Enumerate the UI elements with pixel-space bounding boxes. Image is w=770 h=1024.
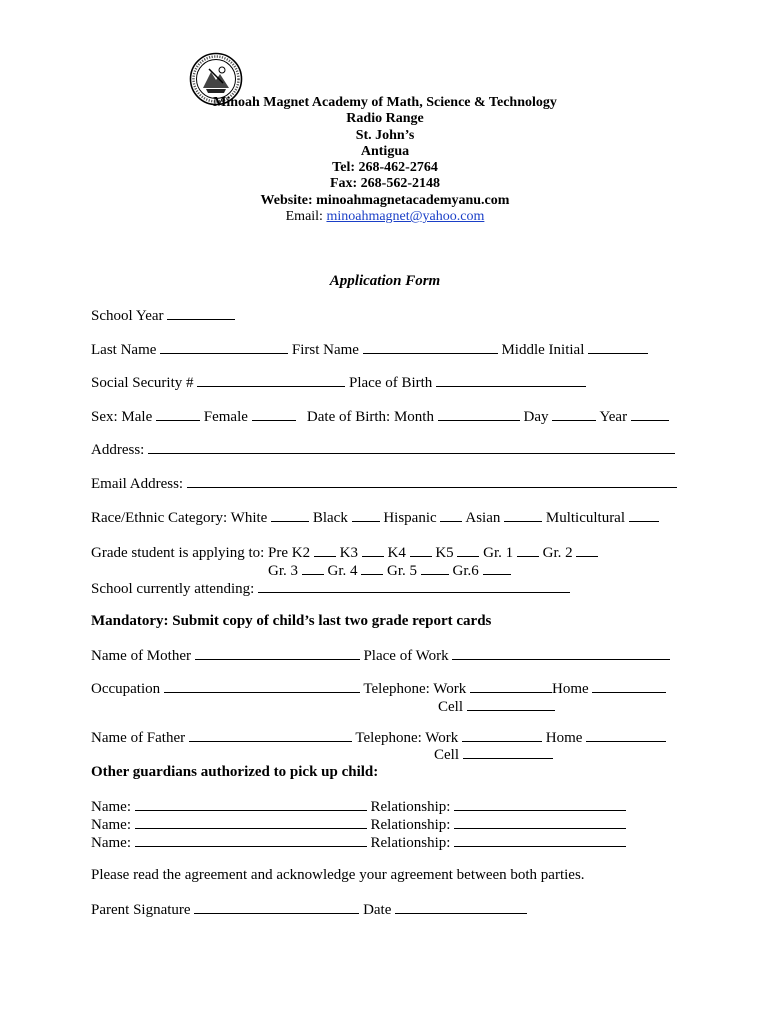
mother-telephone-work-label: Telephone: Work bbox=[363, 681, 467, 697]
name-row bbox=[91, 341, 648, 359]
father-cell-row bbox=[434, 746, 553, 764]
k5-label: K5 bbox=[435, 545, 454, 561]
year-field[interactable] bbox=[631, 408, 669, 421]
ssn-row bbox=[91, 374, 586, 392]
school-address-line1: Radio Range bbox=[346, 111, 424, 127]
gr3-field[interactable] bbox=[302, 562, 324, 575]
mother-cell-row bbox=[438, 698, 555, 716]
year-label: Year bbox=[599, 409, 628, 425]
prek2-field[interactable] bbox=[314, 544, 336, 557]
occupation-label: Occupation bbox=[91, 681, 161, 697]
relationship-label: Relationship: bbox=[370, 817, 451, 833]
mother-name-label: Name of Mother bbox=[91, 648, 191, 664]
asian-field[interactable] bbox=[504, 509, 542, 522]
school-name: Minoah Magnet Academy of Math, Science & Technology bbox=[213, 95, 557, 110]
address-field[interactable] bbox=[148, 441, 675, 454]
middle-initial-field[interactable] bbox=[588, 341, 648, 354]
father-name-field[interactable] bbox=[189, 729, 352, 742]
guardian-3-relationship-field[interactable] bbox=[454, 834, 626, 847]
sex-male-label: Sex: Male bbox=[91, 409, 153, 425]
k3-field[interactable] bbox=[362, 544, 384, 557]
sex-dob-row bbox=[91, 408, 669, 426]
school-year-row bbox=[91, 307, 235, 325]
gr4-field[interactable] bbox=[361, 562, 383, 575]
asian-label: Asian bbox=[465, 510, 501, 526]
father-cell-field[interactable] bbox=[463, 746, 553, 759]
day-field[interactable] bbox=[552, 408, 596, 421]
school-attending-field[interactable] bbox=[258, 580, 570, 593]
place-of-birth-field[interactable] bbox=[436, 374, 586, 387]
guardian-name-label: Name: bbox=[91, 799, 131, 815]
father-home-phone-field[interactable] bbox=[586, 729, 666, 742]
gr5-field[interactable] bbox=[421, 562, 449, 575]
gr5-label: Gr. 5 bbox=[387, 563, 417, 579]
gr1-label: Gr. 1 bbox=[483, 545, 514, 561]
race-white-label: Race/Ethnic Category: White bbox=[91, 510, 268, 526]
school-email bbox=[0, 209, 770, 225]
place-of-work-label: Place of Work bbox=[363, 648, 449, 664]
mother-work-phone-field[interactable] bbox=[470, 680, 552, 693]
mother-home-label: Home bbox=[551, 681, 589, 697]
mandatory-notice: Mandatory: Submit copy of child’s last two grade report cards bbox=[91, 613, 492, 629]
mother-cell-field[interactable] bbox=[467, 698, 555, 711]
white-field[interactable] bbox=[271, 509, 309, 522]
father-name-label: Name of Father bbox=[91, 730, 186, 746]
mother-row bbox=[91, 647, 670, 665]
school-header bbox=[0, 95, 770, 225]
k3-label: K3 bbox=[339, 545, 358, 561]
father-telephone-work-label: Telephone: Work bbox=[355, 730, 459, 746]
guardian-row-2 bbox=[91, 816, 626, 834]
dob-month-field[interactable] bbox=[438, 408, 520, 421]
email-link[interactable]: minoahmagnet@yahoo.com bbox=[326, 209, 485, 225]
agreement-text: Please read the agreement and acknowledge your agreement between both parties. bbox=[91, 867, 585, 883]
email-address-row bbox=[91, 475, 677, 493]
email-address-field[interactable] bbox=[187, 475, 677, 488]
last-name-label: Last Name bbox=[91, 342, 157, 358]
dob-month-label: Date of Birth: Month bbox=[306, 409, 434, 425]
occupation-row bbox=[91, 680, 666, 698]
male-field[interactable] bbox=[156, 408, 200, 421]
father-cell-label: Cell bbox=[434, 747, 459, 763]
school-attending-label: School currently attending: bbox=[91, 581, 255, 597]
grade-row-2 bbox=[268, 562, 511, 580]
hispanic-field[interactable] bbox=[440, 509, 462, 522]
form-title: Application Form bbox=[329, 273, 441, 289]
k5-field[interactable] bbox=[457, 544, 479, 557]
mother-name-field[interactable] bbox=[195, 647, 360, 660]
grade-row-1 bbox=[91, 544, 598, 562]
ssn-label: Social Security # bbox=[91, 375, 194, 391]
relationship-label: Relationship: bbox=[370, 799, 451, 815]
relationship-label: Relationship: bbox=[370, 835, 451, 851]
parent-signature-label: Parent Signature bbox=[91, 902, 191, 918]
signature-row bbox=[91, 901, 527, 919]
k4-field[interactable] bbox=[410, 544, 432, 557]
address-row bbox=[91, 441, 675, 459]
gr2-field[interactable] bbox=[576, 544, 598, 557]
first-name-field[interactable] bbox=[363, 341, 498, 354]
guardian-1-relationship-field[interactable] bbox=[454, 798, 626, 811]
black-field[interactable] bbox=[352, 509, 380, 522]
gr2-label: Gr. 2 bbox=[542, 545, 573, 561]
school-fax: Fax: 268-562-2148 bbox=[329, 176, 441, 192]
school-year-field[interactable] bbox=[167, 307, 235, 320]
guardian-3-name-field[interactable] bbox=[135, 834, 367, 847]
school-country: Antigua bbox=[360, 143, 410, 159]
grade-applying-label: Grade student is applying to: Pre K2 bbox=[91, 545, 311, 561]
date-field[interactable] bbox=[395, 901, 527, 914]
gr6-label: Gr.6 bbox=[452, 563, 479, 579]
father-work-phone-field[interactable] bbox=[462, 729, 542, 742]
multicultural-label: Multicultural bbox=[545, 510, 626, 526]
black-label: Black bbox=[312, 510, 348, 526]
race-row bbox=[91, 509, 659, 527]
hispanic-label: Hispanic bbox=[383, 510, 437, 526]
occupation-field[interactable] bbox=[164, 680, 360, 693]
guardian-row-3 bbox=[91, 834, 626, 852]
email-address-label: Email Address: bbox=[91, 476, 184, 492]
address-label: Address: bbox=[91, 442, 145, 458]
email-label: Email: bbox=[285, 209, 323, 225]
female-label: Female bbox=[203, 409, 248, 425]
school-attending-row bbox=[91, 580, 570, 598]
guardian-row-1 bbox=[91, 798, 626, 816]
k4-label: K4 bbox=[387, 545, 406, 561]
last-name-field[interactable] bbox=[160, 341, 288, 354]
father-home-label: Home bbox=[545, 730, 583, 746]
school-telephone: Tel: 268-462-2764 bbox=[332, 160, 438, 176]
other-guardians-heading: Other guardians authorized to pick up child: bbox=[91, 764, 379, 780]
ssn-field[interactable] bbox=[197, 374, 345, 387]
female-field[interactable] bbox=[252, 408, 296, 421]
guardian-2-relationship-field[interactable] bbox=[454, 816, 626, 829]
place-of-work-field[interactable] bbox=[452, 647, 670, 660]
parent-signature-field[interactable] bbox=[194, 901, 359, 914]
guardian-1-name-field[interactable] bbox=[135, 798, 367, 811]
date-label: Date bbox=[363, 902, 392, 918]
father-row bbox=[91, 729, 666, 747]
first-name-label: First Name bbox=[291, 342, 359, 358]
mother-cell-label: Cell bbox=[438, 699, 463, 715]
gr6-field[interactable] bbox=[483, 562, 511, 575]
place-of-birth-label: Place of Birth bbox=[348, 375, 433, 391]
middle-initial-label: Middle Initial bbox=[501, 342, 585, 358]
gr4-label: Gr. 4 bbox=[327, 563, 358, 579]
guardian-2-name-field[interactable] bbox=[135, 816, 367, 829]
guardian-name-label: Name: bbox=[91, 817, 131, 833]
day-label: Day bbox=[523, 409, 549, 425]
gr3-label: Gr. 3 bbox=[268, 563, 298, 579]
school-year-label: School Year bbox=[91, 308, 164, 324]
mother-home-phone-field[interactable] bbox=[592, 680, 666, 693]
school-website: Website: minoahmagnetacademyanu.com bbox=[260, 192, 510, 208]
multicultural-field[interactable] bbox=[629, 509, 659, 522]
guardian-name-label: Name: bbox=[91, 835, 131, 851]
gr1-field[interactable] bbox=[517, 544, 539, 557]
school-address-line2: St. John’s bbox=[355, 127, 415, 143]
